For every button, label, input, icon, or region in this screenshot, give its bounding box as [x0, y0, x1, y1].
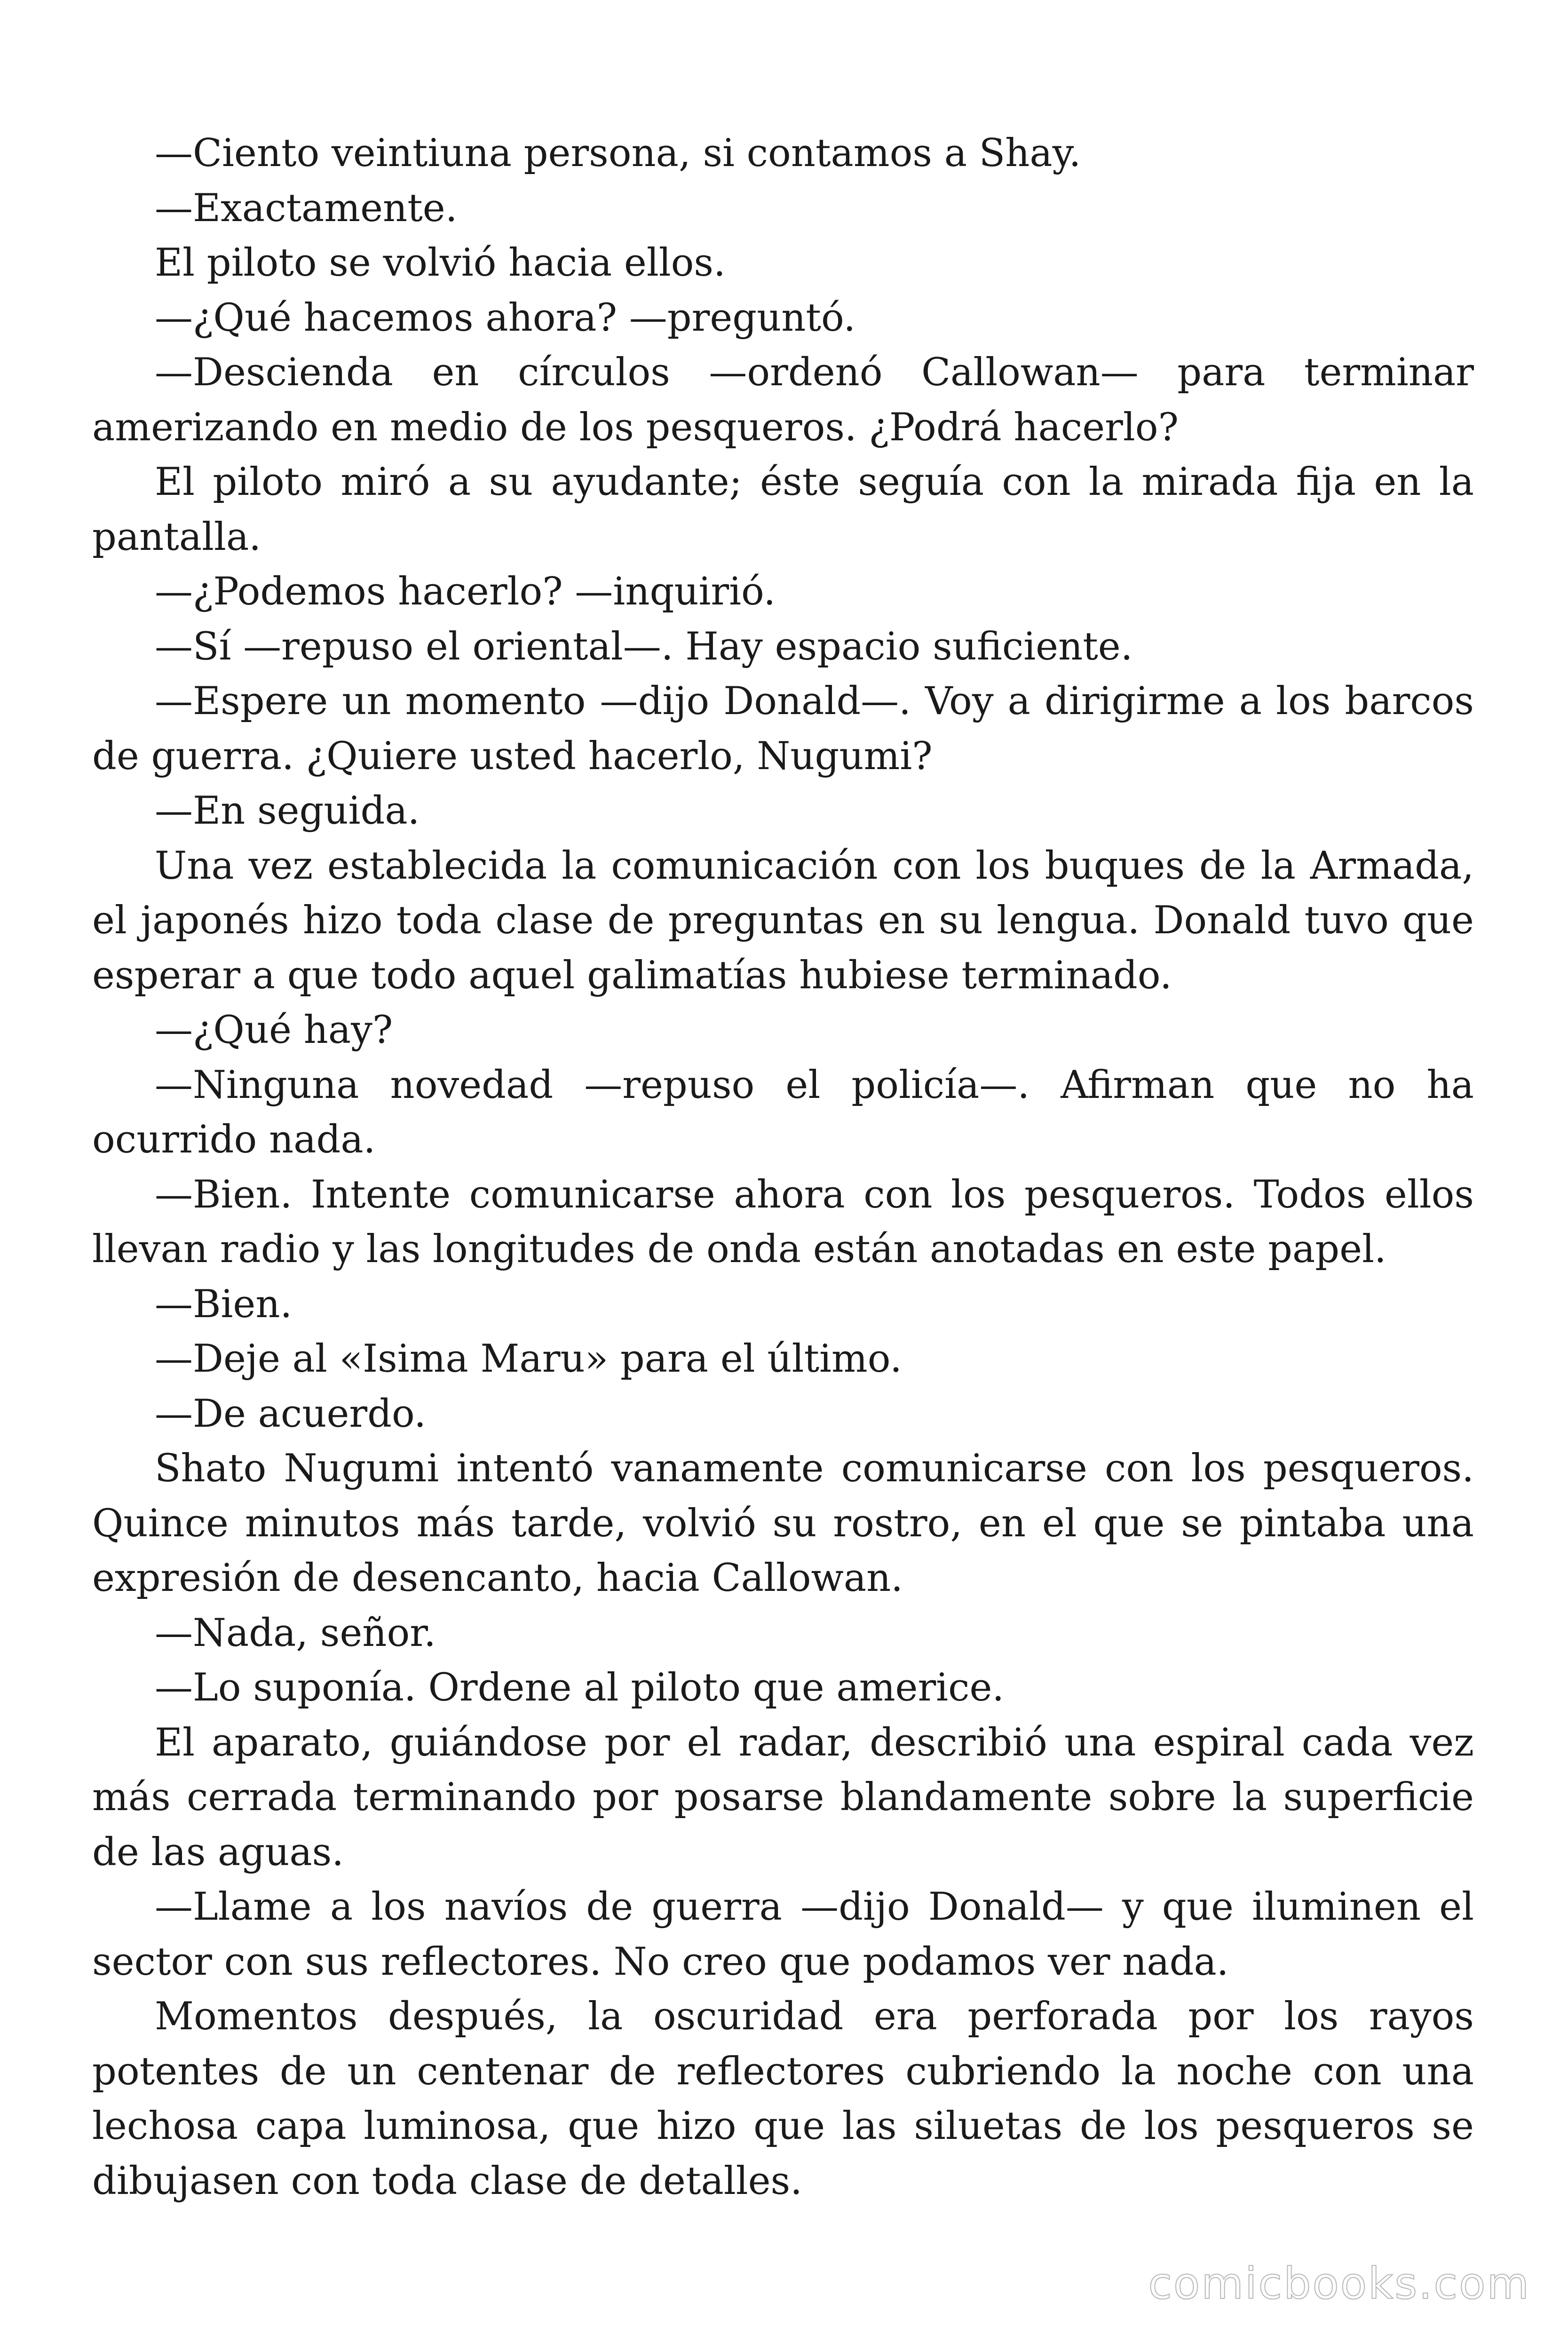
paragraph: Shato Nugumi intentó vanamente comunicarse con los pesqueros. Quince minutos más tarde, volvió su rostro, en el que se pintaba una expresión de desencanto, hacia Callowan.	[92, 1446, 1474, 1600]
paragraph: —En seguida.	[155, 789, 420, 833]
paragraph: —Sí —repuso el oriental—. Hay espacio suficiente.	[155, 624, 1133, 669]
paragraph: —Bien.	[155, 1282, 293, 1327]
paragraph: —Bien. Intente comunicarse ahora con los pesqueros. Todos ellos llevan radio y las longitudes de onda están anotadas en este papel.	[92, 1172, 1474, 1271]
paragraph: —Exactamente.	[155, 186, 458, 230]
page-text	[92, 126, 1474, 2209]
paragraph: Momentos después, la oscuridad era perforada por los rayos potentes de un centenar de reflectores cubriendo la noche con una lechosa capa luminosa, que hizo que las siluetas de los pesqueros se dibujasen con toda clase de detalles.	[92, 1994, 1474, 2203]
paragraph: —¿Qué hacemos ahora? —preguntó.	[155, 295, 856, 340]
paragraph: El piloto miró a su ayudante; éste seguía con la mirada fija en la pantalla.	[92, 460, 1474, 559]
watermark: comicbooks.com	[1148, 2258, 1530, 2309]
paragraph: —Lo suponía. Ordene al piloto que americe.	[155, 1666, 1005, 1710]
paragraph: —Ninguna novedad —repuso el policía—. Afirman que no ha ocurrido nada.	[92, 1063, 1474, 1162]
paragraph: —Nada, señor.	[155, 1611, 436, 1655]
paragraph: —¿Podemos hacerlo? —inquirió.	[155, 570, 776, 614]
paragraph: Una vez establecida la comunicación con los buques de la Armada, el japonés hizo toda clase de preguntas en su lengua. Donald tuvo que esperar a que todo aquel galimatías hubiese terminado.	[92, 843, 1474, 998]
paragraph: —De acuerdo.	[155, 1391, 427, 1436]
paragraph: —Llame a los navíos de guerra —dijo Donald— y que iluminen el sector con sus reflectores. No creo que podamos ver nada.	[92, 1885, 1474, 1984]
paragraph: —Espere un momento —dijo Donald—. Voy a dirigirme a los barcos de guerra. ¿Quiere usted hacerlo, Nugumi?	[92, 679, 1474, 779]
paragraph: —Ciento veintiuna persona, si contamos a Shay.	[155, 131, 1081, 175]
paragraph: El aparato, guiándose por el radar, describió una espiral cada vez más cerrada terminando por posarse blandamente sobre la superficie de las aguas.	[92, 1720, 1474, 1875]
paragraph: —¿Qué hay?	[155, 1008, 393, 1052]
paragraph: —Descienda en círculos —ordenó Callowan— para terminar amerizando en medio de los pesqueros. ¿Podrá hacerlo?	[92, 350, 1474, 450]
paragraph: El piloto se volvió hacia ellos.	[155, 241, 726, 285]
paragraph: —Deje al «Isima Maru» para el último.	[155, 1337, 902, 1381]
